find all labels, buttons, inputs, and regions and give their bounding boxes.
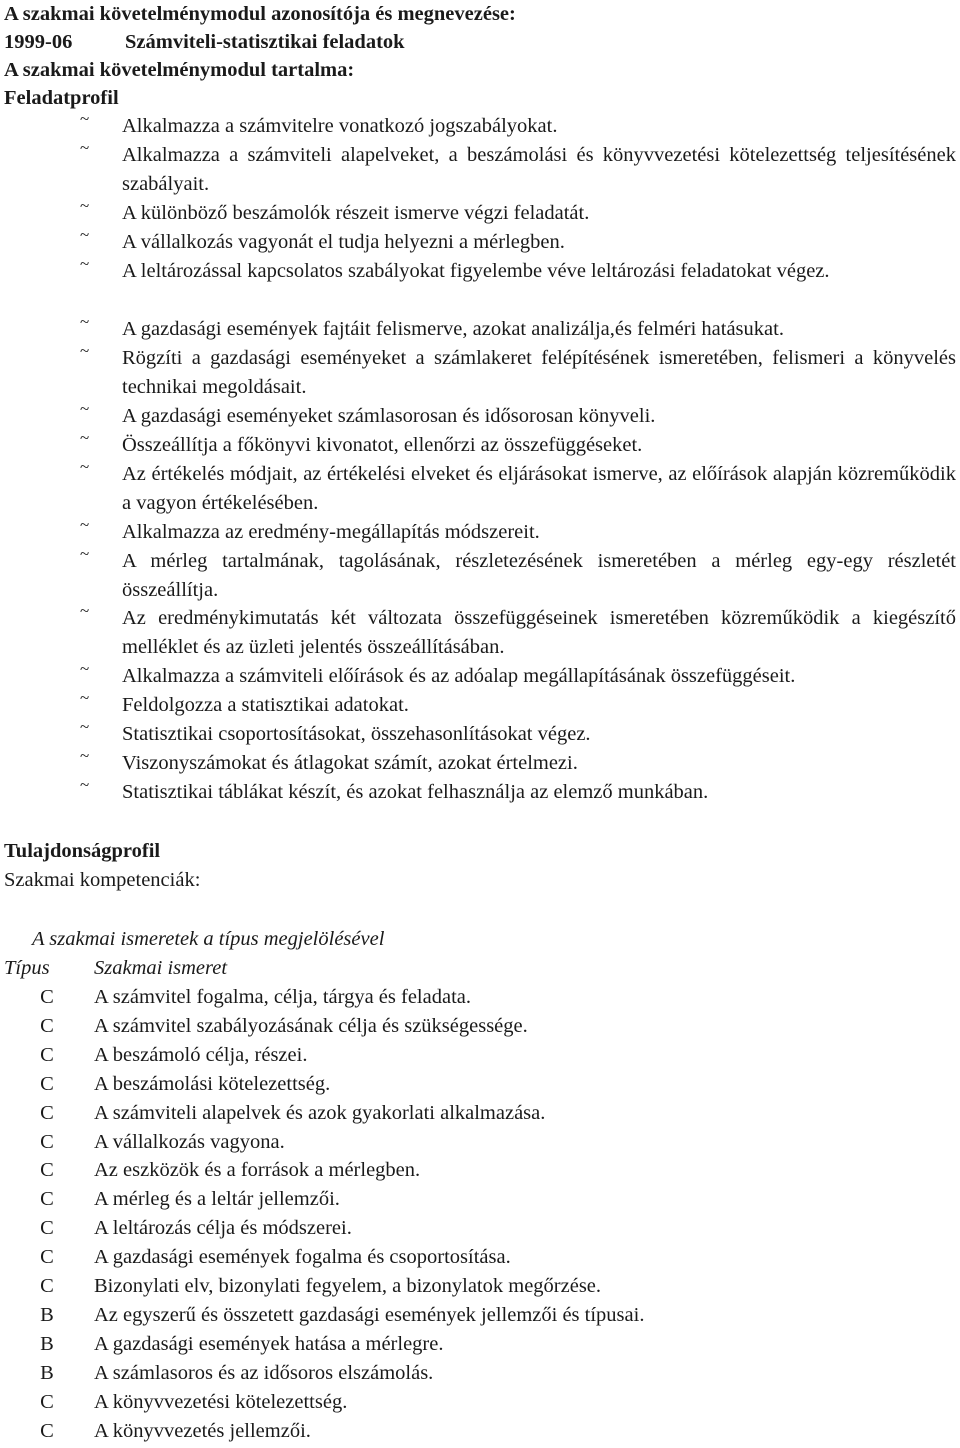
knowledge-text: A gazdasági események fogalma és csoportosítása.	[94, 1246, 511, 1269]
knowledge-type: C	[40, 1130, 54, 1153]
knowledge-type: C	[40, 1390, 54, 1413]
bullet-icon: ~	[80, 196, 90, 215]
property-profile-title: Tulajdonságprofil	[4, 840, 161, 862]
bullet-icon: ~	[80, 515, 90, 534]
knowledge-type: B	[40, 1361, 54, 1384]
task-item: A mérleg tartalmának, tagolásának, részletezésének ismeretében a mérleg egy-egy részletét összeállítja.	[122, 550, 956, 601]
knowledge-type: C	[40, 1188, 54, 1211]
task-item: A különböző beszámolók részeit ismerve végzi feladatát.	[122, 202, 590, 224]
task-item: A gazdasági események fajtáit felismerve, azokat analizálja,és felméri hatásukat.	[122, 318, 784, 340]
knowledge-text: Az eszközök és a források a mérlegben.	[94, 1159, 421, 1182]
knowledge-text: Bizonylati elv, bizonylati fegyelem, a bizonylatok megőrzése.	[94, 1275, 602, 1297]
bullet-icon: ~	[80, 775, 90, 794]
task-item: Feldolgozza a statisztikai adatokat.	[122, 694, 409, 716]
col-type-header: Típus	[4, 957, 50, 979]
task-item: A gazdasági eseményeket számlasorosan és idősorosan könyveli.	[122, 405, 656, 427]
knowledge-text: A mérleg és a leltár jellemzői.	[94, 1188, 340, 1211]
bullet-icon: ~	[80, 659, 90, 678]
knowledge-text: A gazdasági események hatása a mérlegre.	[94, 1332, 444, 1355]
task-item: Alkalmazza a számviteli előírások és az adóalap megállapításának összefüggéseit.	[122, 665, 796, 687]
knowledge-type: C	[40, 1275, 54, 1297]
knowledge-type: C	[40, 1217, 54, 1240]
module-code: 1999-06	[4, 31, 73, 53]
bullet-icon: ~	[80, 399, 90, 418]
knowledge-type: C	[40, 1159, 54, 1182]
knowledge-text: A beszámolási kötelezettség.	[94, 1072, 331, 1095]
bullet-icon: ~	[80, 688, 90, 707]
task-item: Viszonyszámokat és átlagokat számít, azokat értelmezi.	[122, 752, 578, 774]
knowledge-type: C	[40, 1419, 54, 1442]
knowledge-type: C	[40, 1101, 54, 1124]
property-profile-subtitle: Szakmai kompetenciák:	[4, 869, 201, 891]
module-content-label: A szakmai követelménymodul tartalma:	[4, 59, 355, 81]
task-item: Az eredménykimutatás két változata összefüggéseinek ismeretében közreműködik a kiegészítő melléklet és az üzleti jelentés összeállításában.	[122, 607, 956, 658]
knowledge-text: A könyvvezetés jellemzői.	[94, 1419, 311, 1442]
bullet-icon: ~	[80, 428, 90, 447]
bullet-icon: ~	[80, 109, 90, 128]
knowledge-type: C	[40, 986, 54, 1008]
knowledge-text: A leltározás célja és módszerei.	[94, 1217, 352, 1240]
knowledge-text: A számviteli alapelvek és azok gyakorlati alkalmazása.	[94, 1101, 546, 1124]
knowledge-title: A szakmai ismeretek a típus megjelölésével	[32, 928, 385, 950]
knowledge-text: A beszámoló célja, részei.	[94, 1043, 308, 1066]
col-knowledge-header: Szakmai ismeret	[94, 957, 228, 979]
bullet-icon: ~	[80, 341, 90, 360]
bullet-icon: ~	[80, 746, 90, 765]
task-item: Az értékelés módjait, az értékelési elveket és eljárásokat ismerve, az előírások alapján közreműködik a vagyon értékelésében.	[122, 463, 956, 514]
knowledge-text: Az egyszerű és összetett gazdasági események jellemzői és típusai.	[94, 1303, 645, 1326]
knowledge-text: A vállalkozás vagyona.	[94, 1130, 285, 1153]
task-item: Alkalmazza a számviteli alapelveket, a beszámolási és könyvvezetési kötelezettség teljesítésének szabályait.	[122, 144, 956, 195]
task-profile-title: Feladatprofil	[4, 87, 119, 109]
bullet-icon: ~	[80, 225, 90, 244]
bullet-icon: ~	[80, 457, 90, 476]
task-item: Alkalmazza a számvitelre vonatkozó jogszabályokat.	[122, 115, 558, 137]
knowledge-type: C	[40, 1246, 54, 1269]
task-item: A leltározással kapcsolatos szabályokat figyelembe véve leltározási feladatokat végez.	[122, 260, 830, 282]
knowledge-text: A számvitel fogalma, célja, tárgya és feladata.	[94, 986, 471, 1008]
bullet-icon: ~	[80, 544, 90, 563]
task-item: Rögzíti a gazdasági eseményeket a számlakeret felépítésének ismeretében, felismeri a könyvelés technikai megoldásait.	[122, 347, 956, 398]
knowledge-type: C	[40, 1014, 54, 1037]
bullet-icon: ~	[80, 601, 90, 620]
module-name: Számviteli-statisztikai feladatok	[125, 31, 405, 53]
knowledge-text: A számlasoros és az idősoros elszámolás.	[94, 1361, 434, 1384]
task-item: Statisztikai csoportosításokat, összehasonlításokat végez.	[122, 723, 591, 745]
knowledge-type: C	[40, 1072, 54, 1095]
module-id-row	[4, 28, 405, 57]
task-item: Alkalmazza az eredmény-megállapítás módszereit.	[122, 521, 540, 543]
module-id-label: A szakmai követelménymodul azonosítója és megnevezése:	[4, 3, 516, 25]
task-item: A vállalkozás vagyonát el tudja helyezni a mérlegben.	[122, 231, 565, 253]
knowledge-text: A számvitel szabályozásának célja és szükségessége.	[94, 1014, 528, 1037]
knowledge-type: C	[40, 1043, 54, 1066]
knowledge-type: B	[40, 1303, 54, 1326]
bullet-icon: ~	[80, 312, 90, 331]
knowledge-type: B	[40, 1332, 54, 1355]
knowledge-text: A könyvvezetési kötelezettség.	[94, 1390, 348, 1413]
bullet-icon: ~	[80, 138, 90, 157]
task-item: Statisztikai táblákat készít, és azokat felhasználja az elemző munkában.	[122, 781, 709, 803]
bullet-icon: ~	[80, 717, 90, 736]
bullet-icon: ~	[80, 254, 90, 273]
task-item: Összeállítja a főkönyvi kivonatot, ellenőrzi az összefüggéseket.	[122, 434, 643, 456]
